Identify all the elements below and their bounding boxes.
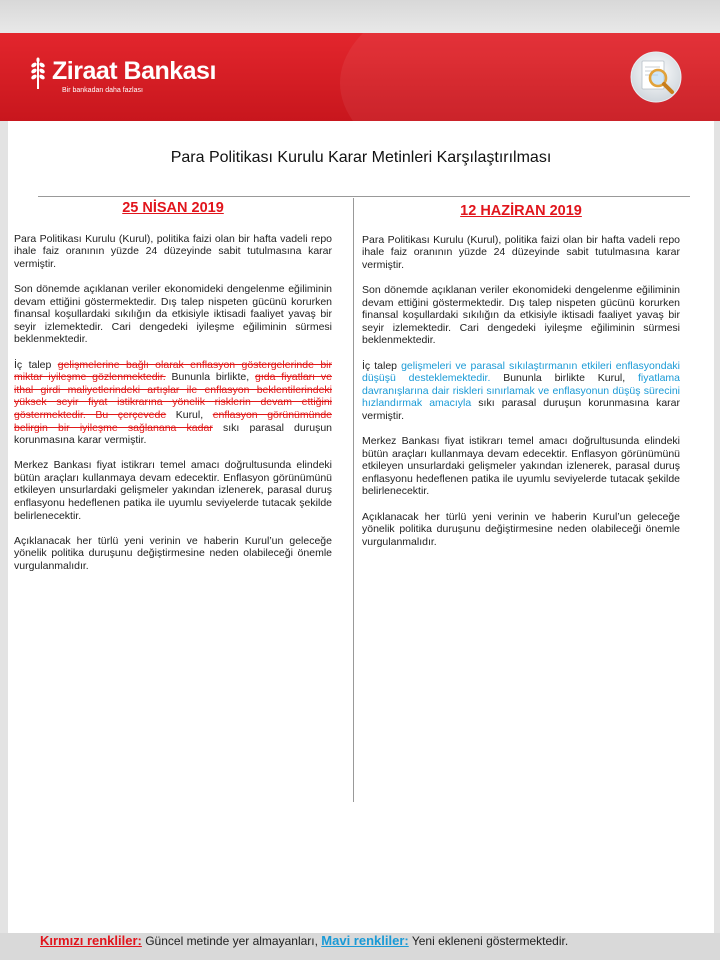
right-paragraph-3 [362, 360, 680, 423]
brand-name: Ziraat Bankası [52, 57, 216, 85]
added-text-1: gelişmeleri ve parasal sıkılaştırmanın etkileri enflasyondaki düşüşü desteklemektedir. [362, 359, 680, 385]
current-decision-column [362, 202, 680, 561]
comparison-panel [8, 121, 714, 933]
deleted-text-3: enflasyon görünümünde belirgin bir iyileşme sağlanana kadar [14, 408, 332, 434]
legend-blue-text: Yeni ekleneni göstermektedir. [408, 934, 569, 948]
deleted-text-2: gıda fiyatları ve ithal girdi maliyetlerindeki artışlar ile enflasyon beklentilerindeki yüksek seyir fiyat istikrarına yönelik risklerin devam ettiğini göstermektedir. Bu çerçevede [14, 371, 333, 421]
right-p3-text-2: Bununla birlikte Kurul, [490, 372, 638, 385]
previous-decision-date: 25 NİSAN 2019 [122, 200, 224, 216]
right-paragraph-2: Son dönemde açıklanan veriler ekonomideki dengelenme eğiliminin devam ettiğini göstermektedir. Dış talep nispeten gücünü korurken finansal koşullardaki sıkılığın da etkisiyle iktisadi faaliyet yavaş bir seyir izlemektedir. Cari dengedeki iyileşme eğiliminin sürmesi beklenmektedir. [362, 283, 680, 347]
ziraat-logo [28, 57, 216, 94]
wheat-logo-icon [28, 57, 48, 91]
right-p3-text-3: sıkı parasal duruşun korunmasına karar vermiştir. [362, 397, 680, 422]
left-p3-text-2: Bununla birlikte, [165, 371, 255, 384]
right-p3-text-1: İç talep [362, 359, 402, 372]
right-paragraph-5: Açıklanacak her türlü yeni verinin ve haberin Kurul’un geleceğe yönelik politika duruşunu değiştirmesine neden olabileceği önemle vurgulanmalıdır. [362, 510, 680, 548]
deleted-text-1: gelişmelerine bağlı olarak enflasyon göstergelerinde bir miktar iyileşme gözlenmektedir. [14, 358, 332, 384]
left-p3-text-4: sıkı parasal duruşun korunmasına karar vermiştir. [14, 421, 333, 447]
color-legend [40, 933, 568, 948]
legend-red-label: Kırmızı renkliler: [40, 933, 142, 948]
magnifier-document-icon [630, 51, 682, 103]
header-divider [38, 196, 690, 197]
previous-decision-column [14, 202, 332, 585]
left-p3-text-3: Kurul, [166, 408, 213, 421]
left-paragraph-4: Merkez Bankası fiyat istikrarı temel amacı doğrultusunda elindeki bütün araçları kullanmaya devam edecektir. Enflasyon görünümünü etkileyen unsurlardaki gelişmeler yakından izlenerek, parasal duruş enflasyonu hedeflenen patika ile uyumlu seviyelerde tutacak şekilde belirlenecektir. [14, 459, 332, 522]
legend-red-text: Güncel metinde yer almayanları, [141, 934, 322, 948]
added-text-2: fiyatlama davranışlarına dair riskleri sınırlamak ve enflasyonun düşüş sürecini hızlandırmak amacıyla [362, 372, 680, 410]
page-title: Para Politikası Kurulu Karar Metinleri Karşılaştırılması [170, 149, 552, 166]
left-paragraph-1: Para Politikası Kurulu (Kurul), politika faizi olan bir hafta vadeli repo ihale faiz oranının yüzde 24 düzeyinde sabit tutulmasına karar vermiştir. [14, 232, 332, 270]
right-paragraph-4: Merkez Bankası fiyat istikrarı temel amacı doğrultusunda elindeki bütün araçları kullanmaya devam edecektir. Enflasyon görünümünü etkileyen unsurlardaki gelişmeler yakından izlenerek, parasal duruş enflasyonu hedeflenen patika ile uyumlu seviyelerde tutacak şekilde belirlenecektir. [362, 435, 680, 498]
left-paragraph-5: Açıklanacak her türlü yeni verinin ve haberin Kurul’un geleceğe yönelik politika duruşunu değiştirmesine neden olabileceği önemle vurgulanmalıdır. [14, 534, 332, 573]
left-paragraph-3 [14, 359, 332, 447]
column-divider [353, 198, 354, 802]
left-paragraph-2: Son dönemde açıklanan veriler ekonomideki dengelenme eğiliminin devam ettiğini göstermektedir. Dış talep nispeten gücünü korurken finansal koşullardaki sıkılığın da etkisiyle iktisadi faaliyet yavaş bir seyir izlemektedir. Cari dengedeki iyileşme eğiliminin sürmesi beklenmektedir. [14, 282, 332, 346]
brand-header [0, 33, 720, 121]
right-paragraph-1: Para Politikası Kurulu (Kurul), politika faizi olan bir hafta vadeli repo ihale faiz oranının yüzde 24 düzeyinde sabit tutulmasına karar vermiştir. [362, 233, 680, 271]
legend-blue-label: Mavi renkliler: [321, 933, 409, 948]
left-p3-text-1: İç talep [14, 358, 58, 371]
current-decision-date: 12 HAZİRAN 2019 [460, 203, 582, 219]
brand-slogan: Bir bankadan daha fazlası [62, 87, 143, 94]
